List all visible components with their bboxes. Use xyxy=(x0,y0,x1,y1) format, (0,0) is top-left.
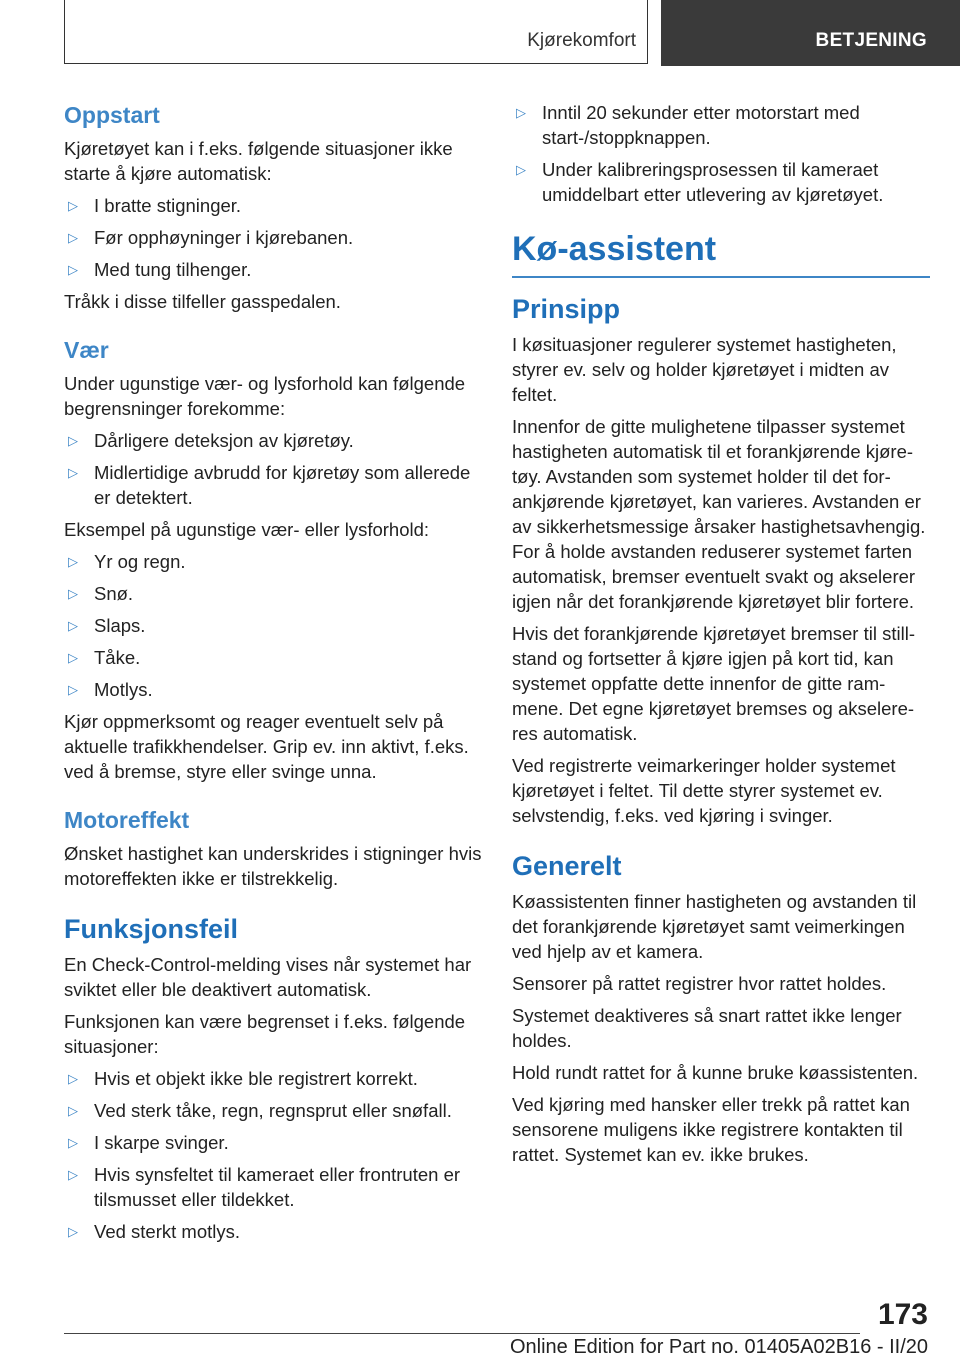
list-item: ▷ Ved sterk tåke, regn, regnsprut eller snøfall. xyxy=(68,1100,452,1121)
triangle-bullet-icon: ▷ xyxy=(68,1224,78,1239)
funksjonsfeil-p1: En Check-Control-melding vises når systemet har sviktet eller ble deaktivert automatisk. xyxy=(64,954,472,1000)
heading-prinsipp: Prinsipp xyxy=(512,294,621,324)
prinsipp-p2: Innenfor de gitte mulighetene tilpasser systemet hastigheten automatisk til et forankjørende kjøretøy. Avstanden som systemet holder til det forankjørende kjøretøyet, kan varieres. Avstanden er av sikkerhetsmessige årsaker hastighetsavhengig. For å holde avstanden reduserer systemet farten automatisk, bremser eventuelt svakt og akselerer igjen når det forankjørende kjøretøyet blir fortere. xyxy=(512,416,926,612)
heading-motoreffekt: Motoreffekt xyxy=(64,807,190,833)
triangle-bullet-icon: ▷ xyxy=(68,198,78,213)
footer-edition: Online Edition for Part no. 01405A02B16 - II/20 xyxy=(509,1336,928,1358)
motoreffekt-text: Ønsket hastighet kan underskrides i stigninger hvis motoreffekten ikke er tilstrekkelig. xyxy=(64,843,482,889)
top-continued-list xyxy=(512,100,930,207)
triangle-bullet-icon: ▷ xyxy=(68,230,78,245)
triangle-bullet-icon: ▷ xyxy=(68,262,78,277)
triangle-bullet-icon: ▷ xyxy=(68,682,78,697)
triangle-bullet-icon: ▷ xyxy=(68,650,78,665)
oppstart-list xyxy=(64,193,482,282)
triangle-bullet-icon: ▷ xyxy=(68,554,78,569)
header-section-title: Kjørekomfort xyxy=(527,30,636,51)
prinsipp-p3: Hvis det forankjørende kjøretøyet bremser til stillstand og fortsetter å kjøre igjen på kort tid, kan systemet oppfatte dette innenfor de gitte rammene. Det egne kjøretøyet bremses og akselereres automatisk. xyxy=(512,623,916,744)
generelt-p1: Køassistenten finner hastigheten og avstanden til det forankjørende kjøretøyet samt veimerkingen ved hjelp av et kamera. xyxy=(512,891,917,962)
triangle-bullet-icon: ▷ xyxy=(68,1167,78,1182)
vaer-intro: Under ugunstige vær- og lysforhold kan følgende begrensninger forekomme: xyxy=(64,373,466,419)
heading-ko-assistent: Kø-assistent xyxy=(512,228,930,278)
list-item: ▷ Motlys. xyxy=(68,679,153,700)
triangle-bullet-icon: ▷ xyxy=(68,1135,78,1150)
list-item: ▷ Med tung tilhenger. xyxy=(68,259,252,280)
list-item: ▷ I skarpe svinger. xyxy=(68,1132,229,1153)
triangle-bullet-icon: ▷ xyxy=(516,162,526,177)
list-item: ▷ Tåke. xyxy=(68,647,141,668)
generelt-p3: Systemet deaktiveres så snart rattet ikke lenger holdes. xyxy=(512,1005,902,1051)
triangle-bullet-icon: ▷ xyxy=(68,1103,78,1118)
triangle-bullet-icon: ▷ xyxy=(68,465,78,480)
funksjonsfeil-p2: Funksjonen kan være begrenset i f.eks. følgende situasjoner: xyxy=(64,1011,466,1057)
generelt-p5: Ved kjøring med hansker eller trekk på rattet kan sensorene muligens ikke registrere kontakten til rattet. Systemet kan ev. ikke brukes. xyxy=(512,1094,910,1165)
funksjonsfeil-list xyxy=(64,1066,482,1244)
list-item: ▷ Hvis synsfeltet til kameraet eller frontruten er tilsmusset eller tildekket. xyxy=(68,1164,461,1210)
prinsipp-p4: Ved registrerte veimarkeringer holder systemet kjøretøyet i feltet. Til dette styrer systemet ev. selvstendig, f.eks. ved kjøring i svinger. xyxy=(512,755,896,826)
vaer-outro: Kjør oppmerksomt og reager eventuelt selv på aktuelle trafikkhendelser. Grip ev. inn aktivt, f.eks. ved å bremse, styre eller svinge unna. xyxy=(64,711,469,782)
list-item: ▷ Inntil 20 sekunder etter motorstart med start-/stoppknappen. xyxy=(516,102,860,148)
left-column xyxy=(64,100,482,1251)
vaer-mid: Eksempel på ugunstige vær- eller lysforhold: xyxy=(64,519,430,540)
list-item: ▷ Dårligere deteksjon av kjøretøy. xyxy=(68,430,354,451)
generelt-p2: Sensorer på rattet registrer hvor rattet holdes. xyxy=(512,973,887,994)
list-item: ▷ Før opphøyninger i kjørebanen. xyxy=(68,227,354,248)
list-item: ▷ Midlertidige avbrudd for kjøretøy som allerede er detektert. xyxy=(68,462,471,508)
triangle-bullet-icon: ▷ xyxy=(68,618,78,633)
oppstart-outro: Tråkk i disse tilfeller gasspedalen. xyxy=(64,291,341,312)
prinsipp-p1: I køsituasjoner regulerer systemet hastigheten, styrer ev. selv og holder kjøretøyet i midten av feltet. xyxy=(512,334,897,405)
triangle-bullet-icon: ▷ xyxy=(68,1071,78,1086)
heading-generelt: Generelt xyxy=(512,851,622,881)
list-item: ▷ Hvis et objekt ikke ble registrert korrekt. xyxy=(68,1068,418,1089)
header-chapter-title: BETJENING xyxy=(815,30,927,51)
heading-oppstart: Oppstart xyxy=(64,102,160,128)
vaer-conditions-list xyxy=(64,549,482,702)
list-item: ▷ Slaps. xyxy=(68,615,146,636)
list-item: ▷ Ved sterkt motlys. xyxy=(68,1221,240,1242)
list-item: ▷ Snø. xyxy=(68,583,134,604)
heading-funksjonsfeil: Funksjonsfeil xyxy=(64,914,239,944)
list-item: ▷ Yr og regn. xyxy=(68,551,186,572)
right-column xyxy=(512,100,930,1174)
list-item: ▷ I bratte stigninger. xyxy=(68,195,242,216)
triangle-bullet-icon: ▷ xyxy=(68,586,78,601)
triangle-bullet-icon: ▷ xyxy=(68,433,78,448)
footer-divider xyxy=(64,1333,860,1334)
heading-vaer: Vær xyxy=(64,337,109,363)
generelt-p4: Hold rundt rattet for å kunne bruke køassistenten. xyxy=(512,1062,919,1083)
vaer-list xyxy=(64,428,482,510)
list-item: ▷ Under kalibreringsprosessen til kameraet umiddelbart etter utlevering av kjøretøyet. xyxy=(516,159,884,205)
triangle-bullet-icon: ▷ xyxy=(516,105,526,120)
oppstart-intro: Kjøretøyet kan i f.eks. følgende situasjoner ikke starte å kjøre automatisk: xyxy=(64,138,453,184)
page-number: 173 xyxy=(877,1298,928,1331)
